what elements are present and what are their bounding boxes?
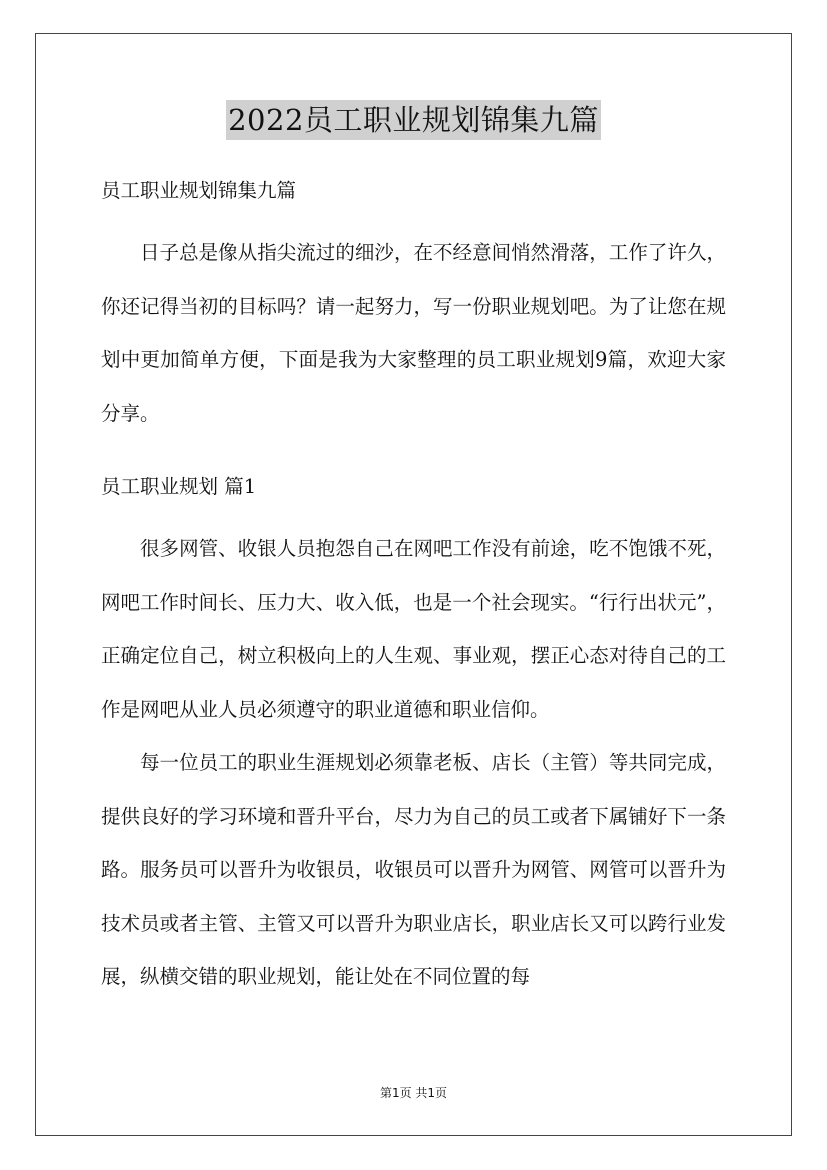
page-number: 第1页 共1页 [379,1086,448,1100]
document-body [101,172,726,1004]
intro-paragraph: 日子总是像从指尖流过的细沙，在不经意间悄然滑落，工作了许久，你还记得当初的目标吗？请一起努力，写一份职业规划吧。为了让您在规划中更加简单方便，下面是我为大家整理的员工职业规划9篇，欢迎大家分享。 [101,241,726,425]
document-title-container [0,100,827,140]
document-title: 2022员工职业规划锦集九篇 [226,100,601,140]
section-heading: 员工职业规划 篇1 [101,475,257,498]
document-subtitle: 员工职业规划锦集九篇 [101,179,297,202]
body-paragraph-1: 很多网管、收银人员抱怨自己在网吧工作没有前途，吃不饱饿不死，网吧工作时间长、压力大、收入低，也是一个社会现实。“行行出状元”，正确定位自己，树立积极向上的人生观、事业观，摆正心态对待自己的工作是网吧从业人员必须遵守的职业道德和职业信仰。 [101,537,726,721]
body-paragraph-2: 每一位员工的职业生涯规划必须靠老板、店长（主管）等共同完成，提供良好的学习环境和晋升平台，尽力为自己的员工或者下属铺好下一条路。服务员可以晋升为收银员，收银员可以晋升为网管、网管可以晋升为技术员或者主管、主管又可以晋升为职业店长，职业店长又可以跨行业发展，纵横交错的职业规划，能让处在不同位置的每 [101,751,726,988]
page-footer [0,1084,827,1101]
